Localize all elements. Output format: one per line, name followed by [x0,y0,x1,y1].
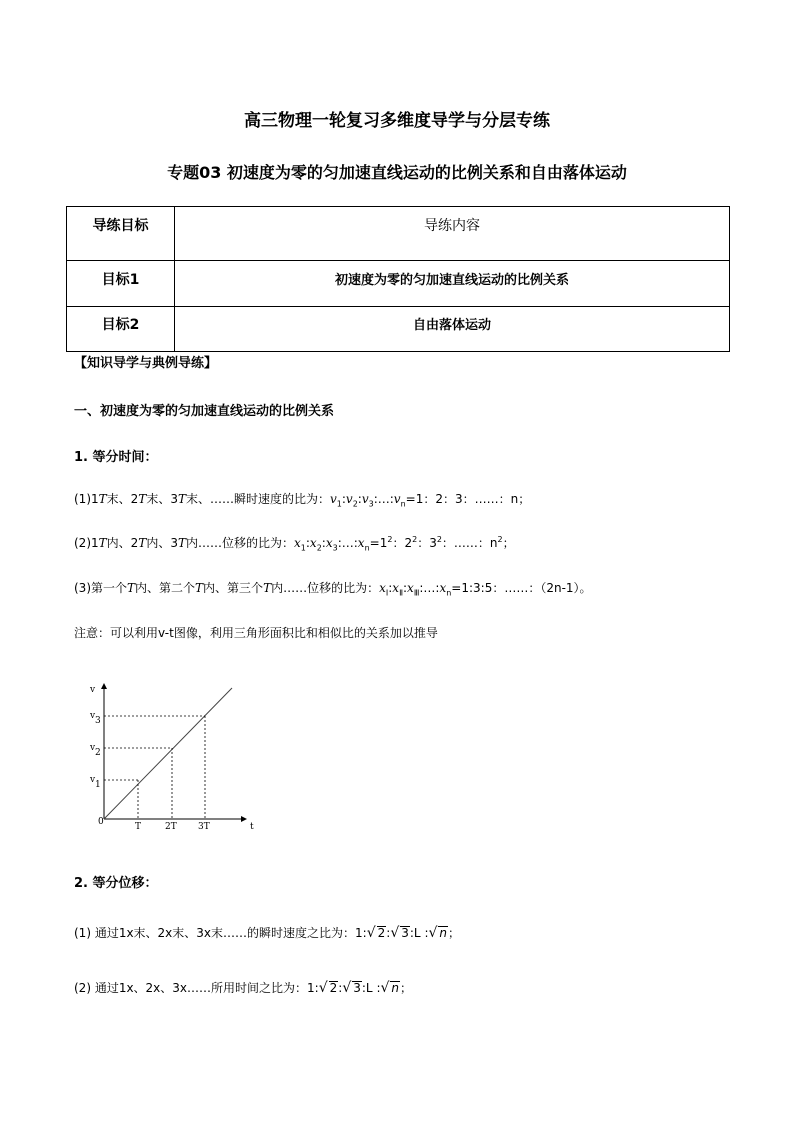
origin-label: 0 [98,817,104,827]
superscript: 2 [436,535,442,544]
sqrt-operand: 3 [401,926,409,940]
text-part: 内……位移的比为： [185,536,294,550]
y-label-v1: v [90,775,96,785]
radical-sign: √ [428,925,438,941]
text-part: 内、2 [106,536,139,550]
radical-sign: √ [318,980,328,996]
text-part: … [423,581,436,595]
subscript: 1 [336,499,342,509]
sqrt-operand: 2 [329,981,338,995]
symbol-v: v [361,492,369,506]
y-label-v3: v [90,711,96,721]
superscript: 2 [387,535,393,544]
equal-displacement-item-1 [74,924,460,941]
text-part: 内、第三个 [203,581,264,595]
y-label-v1-sub: 1 [95,780,101,790]
text-part: =1:3:5：……：（2n-1）。 [451,581,592,595]
symbol-x: x [357,536,365,550]
text-part: 内……位移的比为： [271,581,380,595]
text-part: ； [400,981,413,995]
symbol-v: v [329,492,337,506]
y-axis-label: v [90,685,96,695]
text-part: : [361,981,366,995]
text-part: ：2 [392,536,413,550]
equal-time-item-2: (2)1T内、2T内、3T内……位移的比为：$x_1:x_2:x_3:\dots:x_n=1^2$：$2^2$：$3^2$：……：$n^2$； [74,535,515,553]
velocity-line [104,688,232,819]
y-label-v2: v [90,743,96,753]
symbol-T: T [138,492,147,506]
equal-displacement-item-2 [74,979,412,996]
symbol-x: x [392,581,400,595]
x-label-T: T [135,822,142,832]
text-part: ； [502,536,515,550]
symbol-x: x [379,581,386,595]
symbol-x: x [325,536,333,550]
equal-time-item-1: (1)1T末、2T末、3T末、……瞬时速度的比为：$v_1:v_2:v_3:\dots:v_n=1$：2：3：……：n； [74,492,531,509]
text-part: ：3 [417,536,437,550]
table-header-content: 导练内容 [175,207,730,261]
text-part: =1：2：3：……：n； [405,492,531,506]
subscript: 2 [352,499,358,509]
table-cell-content: 初速度为零的匀加速直线运动的比例关系 [175,261,730,307]
text-part: L [413,926,421,940]
text-part: (2) 通过1x、2x、3x……所用时间之比为：1: [74,981,319,995]
symbol-T: T [263,581,272,595]
symbol-T: T [127,581,136,595]
subscript: Ⅲ [413,588,420,598]
text-part: : [386,926,391,940]
symbol-T: T [98,492,107,506]
equal-time-item-3: (3)第一个T内、第二个T内、第三个T内……位移的比为：$x_Ⅰ:x_Ⅱ:x_Ⅲ:\dots:x_n=1:3:5$：……：（2n-1）。 [74,581,592,598]
symbol-x: x [439,581,447,595]
table-row [67,261,730,307]
subscript: Ⅰ [385,588,389,598]
document-subtitle: 专题03 初速度为零的匀加速直线运动的比例关系和自由落体运动 [167,163,627,182]
text-part: 末、3 [146,492,178,506]
table-cell-target: 目标1 [67,261,175,307]
x-label-2T: 2T [165,822,177,832]
section-bracket-title: 【知识导学与典例导练】 [74,356,218,371]
radical-sign: √ [342,980,352,996]
subsection-equal-time: 1. 等分时间： [74,450,158,465]
symbol-x: x [309,536,317,550]
subscript: n [446,588,452,598]
table-cell-target: 目标2 [67,307,175,352]
subscript: n [364,543,370,553]
table-header-row [67,207,730,261]
document-title: 高三物理一轮复习多维度导学与分层专练 [244,111,550,131]
vt-graph [86,676,270,832]
superscript: 2 [497,535,503,544]
text-part: (1) 通过1x末、2x末、3x末……的瞬时速度之比为：1: [74,926,367,940]
text-part: (3)第一个 [74,581,127,595]
sqrt-operand: 3 [353,981,361,995]
text-part: … [377,492,390,506]
text-part: (1)1 [74,492,99,506]
text-part: : [409,926,414,940]
subscript: n [400,499,406,509]
sqrt-operand: n [391,981,400,995]
radical-sign: √ [380,980,390,996]
text-part: : [338,981,343,995]
radical-sign: √ [366,925,376,941]
text-part: 内、第二个 [135,581,196,595]
table-row [67,307,730,352]
symbol-T: T [138,536,147,550]
text-part: =1 [369,536,388,550]
subscript: 1 [300,543,306,553]
table-header-target: 导练目标 [67,207,175,261]
symbol-T: T [177,492,186,506]
superscript: 2 [412,535,418,544]
text-part: ：……：n [441,536,498,550]
text-part: : [424,926,429,940]
subscript: 2 [316,543,322,553]
symbol-v: v [345,492,353,506]
radical-sign: √ [390,925,400,941]
text-part: 末、……瞬时速度的比为： [185,492,330,506]
symbol-T: T [98,536,107,550]
x-axis-label: t [250,822,254,832]
table-cell-content: 自由落体运动 [175,307,730,352]
text-part: 内、3 [146,536,178,550]
sqrt-operand: n [439,926,448,940]
y-label-v3-sub: 3 [95,716,101,726]
x-label-3T: 3T [198,822,210,832]
section-heading: 一、初速度为零的匀加速直线运动的比例关系 [74,404,335,419]
text-part: … [341,536,354,550]
subscript: 3 [332,543,338,553]
symbol-v: v [393,492,401,506]
text-part: 末、2 [106,492,139,506]
note-text: 注意：可以利用v-t图像，利用三角形面积比和相似比的关系加以推导 [74,626,438,640]
subscript: Ⅱ [399,588,403,598]
symbol-x: x [407,581,414,595]
text-part: ； [448,926,461,940]
symbol-T: T [195,581,204,595]
symbol-T: T [177,536,186,550]
text-part: (2)1 [74,536,99,550]
subscript: 3 [368,499,374,509]
y-label-v2-sub: 2 [95,748,101,758]
symbol-x: x [293,536,301,550]
guide-table [66,206,730,352]
text-part: L [365,981,373,995]
sqrt-operand: 2 [377,926,386,940]
text-part: : [376,981,381,995]
subsection-equal-displacement: 2. 等分位移： [74,876,158,891]
